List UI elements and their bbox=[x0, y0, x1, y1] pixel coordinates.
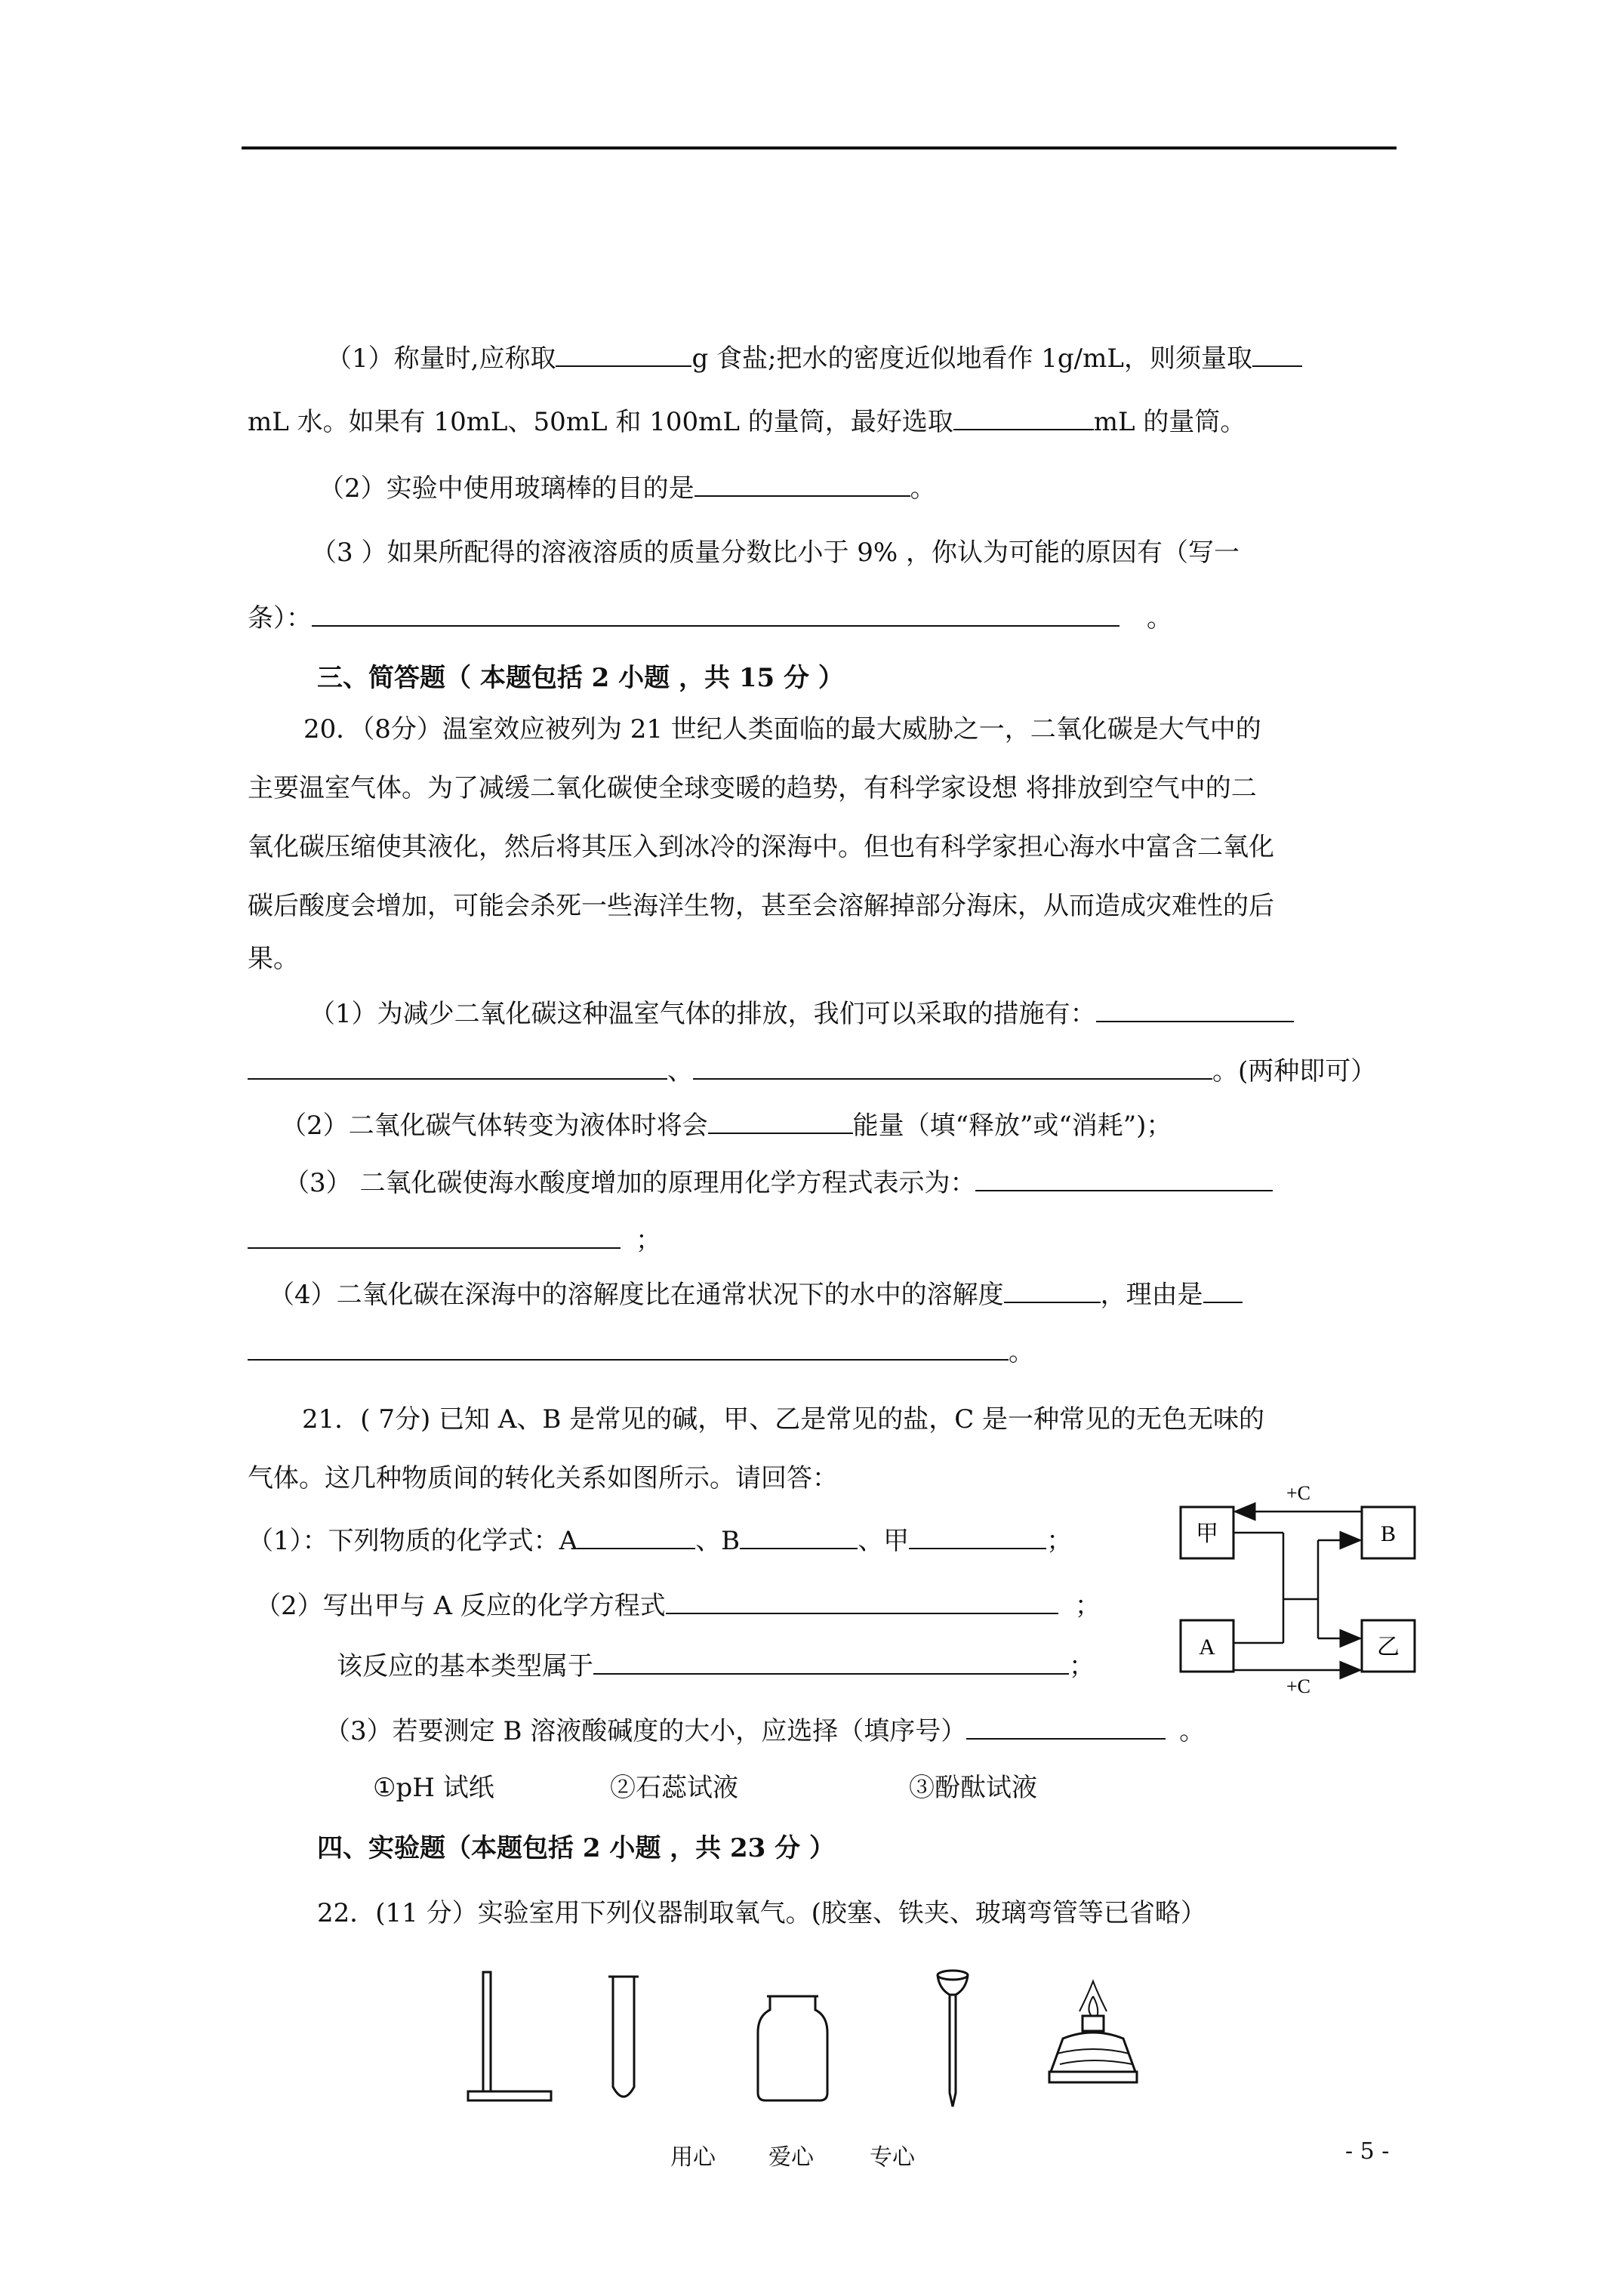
label-a: A bbox=[1199, 1635, 1215, 1660]
section3-heading: 三、简答题（ 本题包括 2 小题 ，共 15 分 ） bbox=[317, 663, 844, 693]
footer-middle: 爱心 bbox=[768, 2144, 814, 2171]
q19-p1-text-a: （1）称量时,应称取 bbox=[326, 344, 556, 374]
q20-line3: 氧化碳压缩使其液化，然后将其压入到冰冷的深海中。但也有科学家担心海水中富含二氧化 bbox=[248, 832, 1274, 862]
q21-option-2: ②石蕊试液 bbox=[610, 1773, 738, 1803]
q19-part1-line1 bbox=[326, 343, 1302, 374]
q20-sub1-line2 bbox=[248, 1056, 1376, 1086]
q19-part1-line2 bbox=[248, 406, 1246, 437]
q20-sub3-line1 bbox=[284, 1167, 1273, 1198]
q20-s1-text: （1）为减少二氧化碳这种温室气体的排放，我们可以采取的措施有： bbox=[310, 999, 1096, 1029]
answer-blank[interactable] bbox=[248, 1056, 667, 1080]
answer-blank[interactable] bbox=[740, 1525, 858, 1549]
q20-sub1-line1 bbox=[310, 998, 1294, 1029]
label-plus-c-top: +C bbox=[1286, 1482, 1311, 1504]
q21-s1-text-c: 、甲 bbox=[858, 1526, 910, 1556]
answer-blank[interactable] bbox=[694, 473, 910, 497]
q19-part2 bbox=[319, 473, 936, 504]
answer-blank[interactable] bbox=[312, 603, 1119, 627]
q20-line5: 果。 bbox=[248, 944, 299, 974]
q21-s2-end: ； bbox=[1074, 1591, 1101, 1621]
q20-s4-text-b: ，理由是 bbox=[1100, 1280, 1203, 1310]
reaction-diagram bbox=[1170, 1480, 1427, 1699]
answer-blank[interactable] bbox=[577, 1525, 695, 1549]
q21-line1: 21．( 7分) 已知 A、B 是常见的碱，甲、乙是常见的盐，C 是一种常见的无色无味的 bbox=[302, 1404, 1265, 1435]
q20-s3-text: （3） 二氧化碳使海水酸度增加的原理用化学方程式表示为： bbox=[284, 1168, 976, 1198]
q21-sub2 bbox=[255, 1590, 1101, 1621]
answer-blank[interactable] bbox=[975, 1167, 1273, 1191]
alcohol-lamp-icon bbox=[1049, 1981, 1137, 2082]
answer-blank[interactable] bbox=[1252, 343, 1302, 367]
q20-s4-text-a: （4）二氧化碳在深海中的溶解度比在通常状况下的水中的溶解度 bbox=[269, 1280, 1004, 1310]
label-yi: 乙 bbox=[1377, 1635, 1400, 1660]
q20-s2-text-a: （2）二氧化碳气体转变为液体时将会 bbox=[281, 1111, 708, 1141]
q19-p1-text-d: mL 的量筒。 bbox=[1093, 407, 1246, 437]
q20-line2: 主要温室气体。为了减缓二氧化碳使全球变暖的趋势，有科学家设想 将排放到空气中的二 bbox=[248, 773, 1257, 803]
apparatus-row bbox=[453, 1966, 1163, 2117]
q21-s2-text: （2）写出甲与 A 反应的化学方程式 bbox=[255, 1591, 666, 1621]
answer-blank[interactable] bbox=[693, 1056, 1212, 1080]
answer-blank[interactable] bbox=[248, 1336, 1009, 1361]
q21-s3-end: 。 bbox=[1179, 1716, 1206, 1746]
page-number: - 5 - bbox=[1345, 2138, 1390, 2165]
answer-blank[interactable] bbox=[248, 1225, 621, 1249]
q20-sub3-line2 bbox=[248, 1225, 661, 1256]
q19-p2-text: （2）实验中使用玻璃棒的目的是 bbox=[319, 473, 694, 504]
q20-s1-end: 。(两种即可） bbox=[1212, 1056, 1377, 1086]
q20-s3-end: ； bbox=[636, 1225, 661, 1256]
q21-s1-text-b: 、B bbox=[695, 1526, 741, 1556]
q19-p3-end: 。 bbox=[1147, 603, 1172, 633]
answer-blank[interactable] bbox=[1096, 998, 1294, 1022]
q19-p2-end: 。 bbox=[910, 473, 936, 504]
funnel-icon bbox=[938, 1971, 968, 2106]
q21-s1-text-a: （1）：下列物质的化学式：A bbox=[248, 1526, 578, 1556]
header-rule bbox=[242, 146, 1397, 149]
answer-blank[interactable] bbox=[556, 343, 691, 367]
answer-blank[interactable] bbox=[909, 1525, 1046, 1549]
q20-s2-text-b: 能量（填“释放”或“消耗”)； bbox=[852, 1111, 1172, 1141]
q21-sub3 bbox=[325, 1715, 1205, 1746]
q20-sub4-line1 bbox=[269, 1279, 1243, 1310]
answer-blank[interactable] bbox=[1203, 1279, 1243, 1303]
q21-sub1 bbox=[248, 1525, 1072, 1556]
gas-bottle-icon bbox=[758, 1996, 827, 2100]
q21-s1-text-d: ； bbox=[1046, 1526, 1073, 1556]
section4-heading: 四、实验题（本题包括 2 小题 ，共 23 分 ） bbox=[317, 1833, 835, 1863]
q19-part3-line2 bbox=[248, 603, 1172, 633]
label-jia: 甲 bbox=[1196, 1521, 1218, 1546]
q19-p1-text-c: mL 水。如果有 10mL、50mL 和 100mL 的量筒，最好选取 bbox=[248, 407, 953, 437]
q19-p3-text-b: 条）： bbox=[248, 603, 312, 633]
label-plus-c-bottom: +C bbox=[1286, 1675, 1311, 1697]
answer-blank[interactable] bbox=[593, 1650, 1069, 1675]
answer-blank[interactable] bbox=[966, 1715, 1166, 1740]
footer-left: 用心 bbox=[670, 2144, 716, 2171]
q21-s3-text: （3）若要测定 B 溶液酸碱度的大小，应选择（填序号） bbox=[325, 1716, 967, 1746]
q21-s2b-end: ； bbox=[1069, 1651, 1095, 1681]
q21-sub2b bbox=[337, 1650, 1095, 1681]
answer-blank[interactable] bbox=[1004, 1279, 1101, 1303]
q20-sub2 bbox=[281, 1110, 1172, 1141]
q22-line1: 22．(11 分）实验室用下列仪器制取氧气。(胶塞、铁夹、玻璃弯管等已省略） bbox=[317, 1898, 1206, 1928]
q19-p1-text-b: g 食盐;把水的密度近似地看作 1g/mL，则须量取 bbox=[691, 344, 1252, 374]
footer-right: 专心 bbox=[870, 2144, 915, 2171]
answer-blank[interactable] bbox=[953, 406, 1094, 430]
q21-line2: 气体。这几种物质间的转化关系如图所示。请回答： bbox=[248, 1463, 838, 1493]
answer-blank[interactable] bbox=[708, 1110, 853, 1134]
answer-blank[interactable] bbox=[666, 1590, 1058, 1614]
q20-s1-mid: 、 bbox=[667, 1056, 693, 1086]
q21-s2b-text: 该反应的基本类型属于 bbox=[337, 1651, 593, 1681]
q21-option-3: ③酚酞试液 bbox=[909, 1773, 1037, 1803]
q20-s4-end: 。 bbox=[1009, 1337, 1034, 1367]
q20-line1: 20．（8分）温室效应被列为 21 世纪人类面临的最大威胁之一，二氧化碳是大气中的 bbox=[303, 714, 1261, 744]
q21-option-1: ①pH 试纸 bbox=[373, 1773, 494, 1803]
q20-sub4-line2 bbox=[248, 1336, 1034, 1367]
iron-stand-icon bbox=[468, 1972, 551, 2100]
test-tube-icon bbox=[608, 1977, 639, 2097]
q19-part3-line1: （3 ）如果所配得的溶液溶质的质量分数比小于 9% ，你认为可能的原因有（写一 bbox=[311, 538, 1240, 568]
q20-line4: 碳后酸度会增加，可能会杀死一些海洋生物，甚至会溶解掉部分海床，从而造成灾难性的后 bbox=[248, 891, 1274, 921]
label-b: B bbox=[1380, 1521, 1397, 1546]
